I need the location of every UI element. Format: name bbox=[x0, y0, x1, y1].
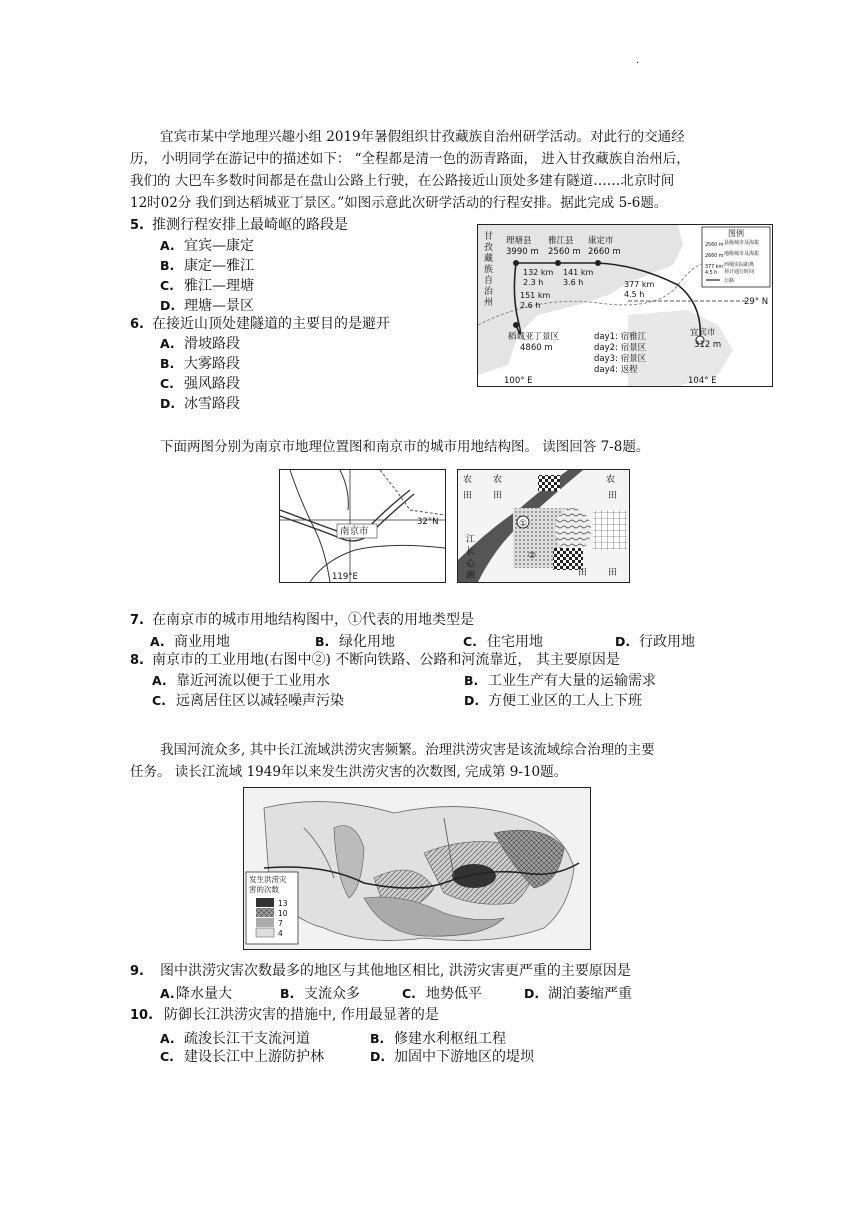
question-text: 推测行程安排上最崎岖的路段是 bbox=[152, 217, 348, 233]
legend-swatch-10 bbox=[256, 908, 274, 917]
road-line bbox=[310, 545, 445, 582]
seg4-km: 377 km bbox=[624, 280, 655, 289]
option-text: 康定—雅江 bbox=[184, 258, 254, 274]
option-c[interactable] bbox=[160, 1047, 370, 1065]
question-number: 10. bbox=[130, 1008, 154, 1023]
city-label: 南京市 bbox=[340, 526, 369, 537]
option-text: 疏浚长江干支流河道 bbox=[184, 1031, 310, 1047]
option-letter: C. bbox=[152, 693, 166, 708]
option-letter: C. bbox=[160, 278, 174, 293]
option-b[interactable] bbox=[315, 632, 463, 652]
yajiang-dot bbox=[555, 260, 561, 266]
day-list: day1: 宿雅江 day2: 宿景区 day3: 宿景区 day4: 返程 bbox=[594, 332, 647, 375]
yangtze-flood-map bbox=[243, 787, 591, 950]
kangding-dot bbox=[595, 260, 601, 266]
question-text: 图中洪涝灾害次数最多的地区与其他地区相比, 洪涝灾害更严重的主要原因是 bbox=[160, 963, 631, 979]
question-text: 在南京市的城市用地结构图中，①代表的用地类型是 bbox=[152, 612, 474, 628]
option-b[interactable] bbox=[160, 354, 240, 374]
boundary-line bbox=[340, 470, 348, 510]
question-text: 南京市的工业用地(右图中②) 不断向铁路、公路和河流靠近， 其主要原因是 bbox=[152, 652, 620, 668]
flood-legend-values: 13 10 7 4 bbox=[278, 899, 288, 938]
option-letter: D. bbox=[370, 1049, 386, 1064]
option-letter: A. bbox=[152, 673, 167, 688]
section3-intro bbox=[130, 739, 740, 783]
option-text: 住宅用地 bbox=[487, 634, 543, 650]
option-c[interactable] bbox=[160, 276, 254, 296]
option-text: 方便工业区的工人上下班 bbox=[488, 693, 642, 709]
province-border bbox=[380, 470, 445, 515]
legend-swatch-7 bbox=[256, 918, 274, 927]
commercial-zone bbox=[538, 475, 560, 491]
option-letter: B. bbox=[464, 673, 479, 688]
option-b[interactable] bbox=[464, 671, 656, 691]
option-letter: D. bbox=[464, 693, 480, 708]
option-c[interactable] bbox=[463, 632, 615, 652]
landuse-labels: 农 田 农 田 田 农 田 ① ② 江 长 心 洲 田 bbox=[463, 475, 618, 581]
nanjing-landuse-svg bbox=[458, 470, 629, 582]
legend-items: 县级城市及海拔 地级城市及海拔 西城实际距离 预计通行时间 公路 bbox=[724, 240, 760, 284]
option-text: 远离居住区以减轻噪声污染 bbox=[176, 693, 344, 709]
daocheng-label: 稻城亚丁景区 bbox=[508, 332, 560, 342]
option-text: 行政用地 bbox=[639, 634, 695, 650]
question-9 bbox=[130, 962, 631, 981]
option-a[interactable] bbox=[152, 671, 464, 691]
option-text: 宜宾—康定 bbox=[184, 238, 254, 254]
option-text: 大雾路段 bbox=[184, 356, 240, 372]
question-number: 9. bbox=[130, 964, 144, 979]
option-c[interactable] bbox=[152, 691, 464, 711]
legend-swatch-4 bbox=[256, 928, 274, 937]
option-text: 冰雪路段 bbox=[184, 396, 240, 412]
question-number: 6. bbox=[130, 317, 144, 332]
kangding-label: 康定市 bbox=[588, 236, 614, 246]
seg3-km: 151 km bbox=[520, 291, 551, 300]
legend-swatch-13 bbox=[256, 898, 274, 907]
flood-zone-13 bbox=[452, 864, 496, 888]
litang-alt: 3990 m bbox=[506, 247, 539, 257]
question-text: 防御长江洪涝灾害的措施中, 作用最显著的是 bbox=[164, 1007, 439, 1023]
nanjing-location-svg bbox=[280, 470, 445, 582]
option-d[interactable] bbox=[370, 1047, 534, 1065]
option-a[interactable] bbox=[160, 984, 280, 1004]
nanjing-landuse-map bbox=[457, 469, 630, 583]
intro-line: 我国河流众多, 其中长江流域洪涝灾害频繁。治理洪涝灾害是该流域综合治理的主要 bbox=[160, 742, 655, 758]
legend-title: 图例 bbox=[728, 229, 744, 238]
option-letter: B. bbox=[280, 986, 295, 1001]
region-label: 甘 孜 藏 族 自 治 州 bbox=[484, 232, 494, 308]
option-text: 工业生产有大量的运输需求 bbox=[488, 673, 656, 689]
q10-options bbox=[160, 1029, 680, 1065]
option-d[interactable] bbox=[524, 984, 632, 1004]
option-letter: A. bbox=[160, 986, 175, 1001]
option-text: 加固中下游地区的堤坝 bbox=[394, 1049, 534, 1065]
option-a[interactable] bbox=[160, 1029, 370, 1047]
route-map bbox=[477, 224, 773, 387]
q9-options bbox=[160, 984, 632, 1004]
industrial-zone bbox=[553, 548, 583, 570]
option-letter: B. bbox=[370, 1031, 385, 1046]
option-d[interactable] bbox=[464, 691, 642, 711]
question-8 bbox=[130, 651, 620, 670]
option-text: 绿化用地 bbox=[339, 634, 395, 650]
option-letter: B. bbox=[315, 634, 330, 649]
option-letter: C. bbox=[160, 376, 174, 391]
option-letter: D. bbox=[160, 396, 176, 411]
option-c[interactable] bbox=[160, 374, 240, 394]
daocheng-dot bbox=[513, 322, 519, 328]
flood-legend-title: 发生洪涝灾 害的次数 bbox=[249, 875, 287, 894]
q6-options bbox=[160, 334, 240, 414]
option-letter: C. bbox=[463, 634, 477, 649]
seg1-km: 132 km bbox=[523, 268, 554, 277]
option-text: 建设长江中上游防护林 bbox=[184, 1049, 324, 1065]
option-b[interactable] bbox=[370, 1029, 506, 1047]
question-6 bbox=[130, 315, 390, 334]
option-letter: D. bbox=[524, 986, 540, 1001]
seg1-h: 2.3 h bbox=[523, 278, 544, 287]
option-text: 支流众多 bbox=[304, 986, 360, 1002]
question-7 bbox=[130, 611, 474, 630]
option-text: 雅江—理塘 bbox=[184, 278, 254, 294]
intro-line: 12时02分 我们到达稻城亚丁景区。”如图示意此次研学活动的行程安排。据此完成 5-6题。 bbox=[130, 195, 668, 211]
route-map-svg bbox=[478, 225, 772, 386]
option-d[interactable] bbox=[160, 394, 240, 414]
lat-label: 29° N bbox=[744, 297, 769, 307]
intro-line: 我们的 大巴车多数时间都是在盘山公路上行驶，在公路接近山顶处多建有隧道……北京时间 bbox=[130, 173, 675, 189]
question-5 bbox=[130, 216, 348, 235]
option-text: 湖泊萎缩严重 bbox=[548, 986, 632, 1002]
option-c[interactable] bbox=[402, 984, 524, 1004]
q8-options bbox=[152, 671, 712, 711]
lon-left-label: 100° E bbox=[504, 376, 533, 386]
intro-line: 历， 小明同学在游记中的描述如下： “全程都是清一色的沥青路面， 进入甘孜藏族自治州后， bbox=[130, 151, 690, 167]
lat-label: 32°N bbox=[417, 517, 439, 527]
option-letter: C. bbox=[160, 1049, 174, 1064]
option-letter: A. bbox=[160, 336, 175, 351]
option-letter: A. bbox=[160, 1031, 175, 1046]
question-text: 在接近山顶处建隧道的主要目的是避开 bbox=[152, 316, 390, 332]
yibin-alt: 312 m bbox=[694, 340, 722, 350]
seg2-km: 141 km bbox=[563, 268, 594, 277]
option-a[interactable] bbox=[160, 236, 254, 256]
q5-options bbox=[160, 236, 254, 316]
page-mark: · bbox=[636, 58, 640, 69]
lon-right-label: 104° E bbox=[688, 376, 717, 386]
yajiang-label: 雅江县 bbox=[548, 236, 574, 246]
q7-options bbox=[150, 632, 710, 652]
option-letter: C. bbox=[402, 986, 416, 1001]
yibin-label: 宜宾市 bbox=[690, 328, 716, 338]
option-letter: A. bbox=[160, 238, 175, 253]
farmland-grid bbox=[593, 510, 627, 550]
lon-label: 119°E bbox=[332, 572, 358, 582]
option-letter: B. bbox=[160, 356, 175, 371]
option-a[interactable] bbox=[160, 334, 240, 354]
question-number: 5. bbox=[130, 218, 144, 233]
option-b[interactable] bbox=[280, 984, 402, 1004]
yajiang-alt: 2560 m bbox=[548, 247, 581, 257]
litang-label: 理塘县 bbox=[506, 236, 532, 246]
option-letter: A. bbox=[150, 634, 165, 649]
nanjing-location-map bbox=[279, 469, 446, 583]
question-10 bbox=[130, 1006, 439, 1025]
litang-dot bbox=[513, 260, 519, 266]
seg3-h: 2.6 h bbox=[520, 301, 541, 310]
option-text: 靠近河流以便于工业用水 bbox=[176, 673, 330, 689]
option-text: 修建水利枢纽工程 bbox=[394, 1031, 506, 1047]
option-text: 强风路段 bbox=[184, 376, 240, 392]
kangding-alt: 2660 m bbox=[588, 247, 621, 257]
intro-line: 宜宾市某中学地理兴趣小组 2019年暑假组织甘孜藏族自治州研学活动。对此行的交通经 bbox=[160, 129, 685, 145]
seg2-h: 3.6 h bbox=[563, 278, 584, 287]
section1-intro bbox=[130, 126, 730, 214]
option-d[interactable] bbox=[160, 296, 254, 316]
yangtze-flood-svg bbox=[244, 788, 590, 949]
question-number: 8. bbox=[130, 653, 144, 668]
option-d[interactable] bbox=[615, 632, 695, 652]
lake-zone bbox=[555, 508, 591, 552]
option-text: 商业用地 bbox=[174, 634, 230, 650]
intro-line: 任务。 读长江流域 1949年以来发生洪涝灾害的次数图, 完成第 9-10题。 bbox=[130, 764, 568, 780]
question-number: 7. bbox=[130, 613, 144, 628]
seg4-h: 4.5 h bbox=[624, 290, 645, 299]
option-letter: B. bbox=[160, 258, 175, 273]
option-b[interactable] bbox=[160, 256, 254, 276]
section2-intro: 下面两图分别为南京市地理位置图和南京市的城市用地结构图。 读图回答 7-8题。 bbox=[160, 439, 650, 455]
option-text: 滑坡路段 bbox=[184, 336, 240, 352]
option-text: 降水量大 bbox=[176, 986, 232, 1002]
option-text: 理塘—景区 bbox=[184, 298, 254, 314]
option-letter: D. bbox=[615, 634, 631, 649]
daocheng-alt: 4860 m bbox=[520, 343, 553, 353]
option-a[interactable] bbox=[150, 632, 315, 652]
legend-keys: 2560 m 2660 m 377 km 4.5 h bbox=[705, 243, 724, 276]
option-text: 地势低平 bbox=[426, 986, 482, 1002]
option-letter: D. bbox=[160, 298, 176, 313]
